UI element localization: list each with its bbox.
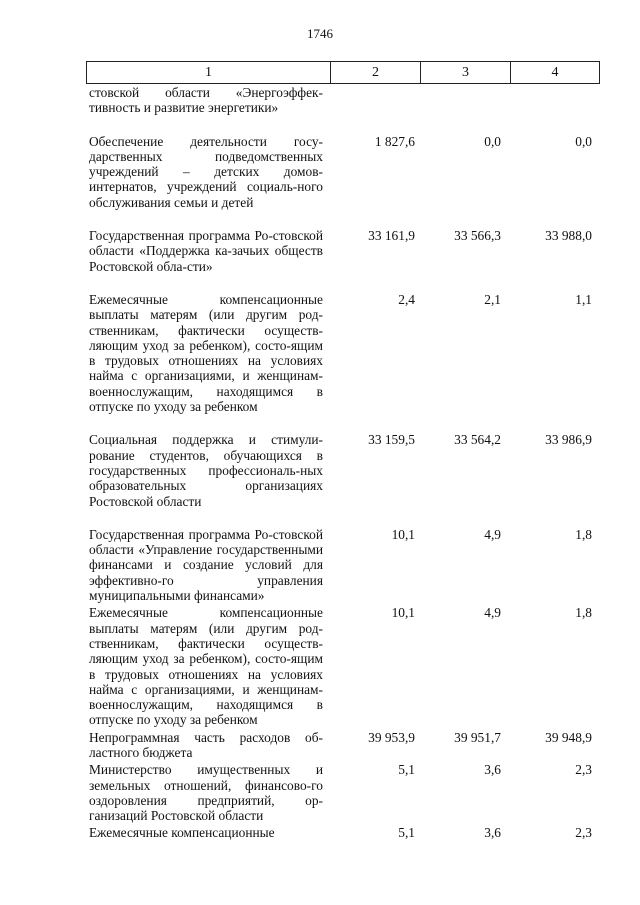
row-value-col3: 3,6 [484, 825, 501, 841]
row-value-col2: 39 953,9 [368, 729, 415, 745]
table-row [86, 527, 600, 603]
row-value-col3 [415, 85, 501, 116]
row-value-col3: 3,6 [484, 762, 501, 778]
row-name: Ежемесячные компенсационные выплаты матерям (или другим род-ственникам, фактически осуществ-ляющим уход за ребенком), состо-ящим в трудовых отношениях на условиях найма с организациями, и женщинам-военнослужащим, находящимся в отпуске по уходу за ребенком [89, 605, 323, 728]
row-value-col3: 33 566,3 [454, 228, 501, 244]
table-row [86, 292, 600, 414]
page-number: 1746 [307, 26, 333, 41]
row-value-col4: 2,3 [575, 762, 592, 778]
row-value-col3: 4,9 [484, 605, 501, 621]
row-value-col4: 0,0 [575, 133, 592, 149]
budget-table [86, 61, 600, 841]
column-header-4: 4 [510, 62, 599, 83]
row-value-col4: 2,3 [575, 825, 592, 841]
table-row [86, 134, 600, 210]
row-name: Государственная программа Ро-стовской области «Поддержка ка-зачьих обществ Ростовской обла-сти» [89, 228, 323, 274]
row-value-col4: 1,8 [575, 526, 592, 542]
row-value-col4 [501, 85, 592, 116]
row-value-col2: 33 161,9 [368, 228, 415, 244]
row-name: стовской области «Энергоэффек-тивность и развитие энергетики» [89, 85, 323, 116]
row-value-col3: 0,0 [484, 133, 501, 149]
table-row [86, 762, 600, 823]
row-name: Непрограммная часть расходов об-ластного бюджета [89, 729, 323, 760]
table-row [86, 228, 600, 274]
row-value-col4: 33 988,0 [545, 228, 592, 244]
row-name: Социальная поддержка и стимули-рование студентов, обучающихся в государственных профессиональ-ных образовательных организациях Ростовской области [89, 432, 323, 509]
row-name: Ежемесячные компенсационные выплаты матерям (или другим род-ственникам, фактически осуществ-ляющим уход за ребенком), состо-ящим в трудовых отношениях на условиях найма с организациями, и женщинам-военнослужащим, находящимся в отпуске по уходу за ребенком [89, 291, 323, 415]
column-header-3: 3 [420, 62, 510, 83]
row-name: Обеспечение деятельности госу-дарственных подведомственных учреждений – детских домов-интернатов, учреждений социаль-ного обслуживания семьи и детей [89, 133, 323, 210]
row-value-col2: 33 159,5 [368, 432, 415, 448]
row-value-col2: 2,4 [398, 291, 415, 307]
row-value-col4: 33 986,9 [545, 432, 592, 448]
row-value-col3: 2,1 [484, 291, 501, 307]
row-value-col4: 39 948,9 [545, 729, 592, 745]
row-value-col3: 39 951,7 [454, 729, 501, 745]
table-header-row [86, 61, 600, 84]
row-value-col3: 4,9 [484, 526, 501, 542]
table-row [86, 605, 600, 727]
row-value-col4: 1,1 [575, 291, 592, 307]
table-body [86, 85, 600, 841]
table-row [86, 432, 600, 508]
column-header-1: 1 [205, 64, 212, 80]
row-name: Министерство имущественных и земельных отношений, финансово-го оздоровления предприятий, ор-ганизаций Ростовской области [89, 762, 323, 824]
row-value-col2: 10,1 [391, 605, 415, 621]
table-row [86, 825, 600, 840]
row-value-col3: 33 564,2 [454, 432, 501, 448]
table-row [86, 730, 600, 761]
table-row [86, 85, 600, 116]
row-name: Ежемесячные компенсационные [89, 825, 275, 841]
row-value-col2: 1 827,6 [374, 133, 415, 149]
row-value-col2: 5,1 [398, 762, 415, 778]
row-value-col2: 10,1 [391, 526, 415, 542]
row-value-col4: 1,8 [575, 605, 592, 621]
row-value-col2 [323, 85, 415, 116]
row-name: Государственная программа Ро-стовской области «Управление государственными финансами и создание условий для эффективно-го управления муниципальными финансами» [89, 526, 323, 604]
row-value-col2: 5,1 [398, 825, 415, 841]
column-header-2: 2 [330, 62, 420, 83]
